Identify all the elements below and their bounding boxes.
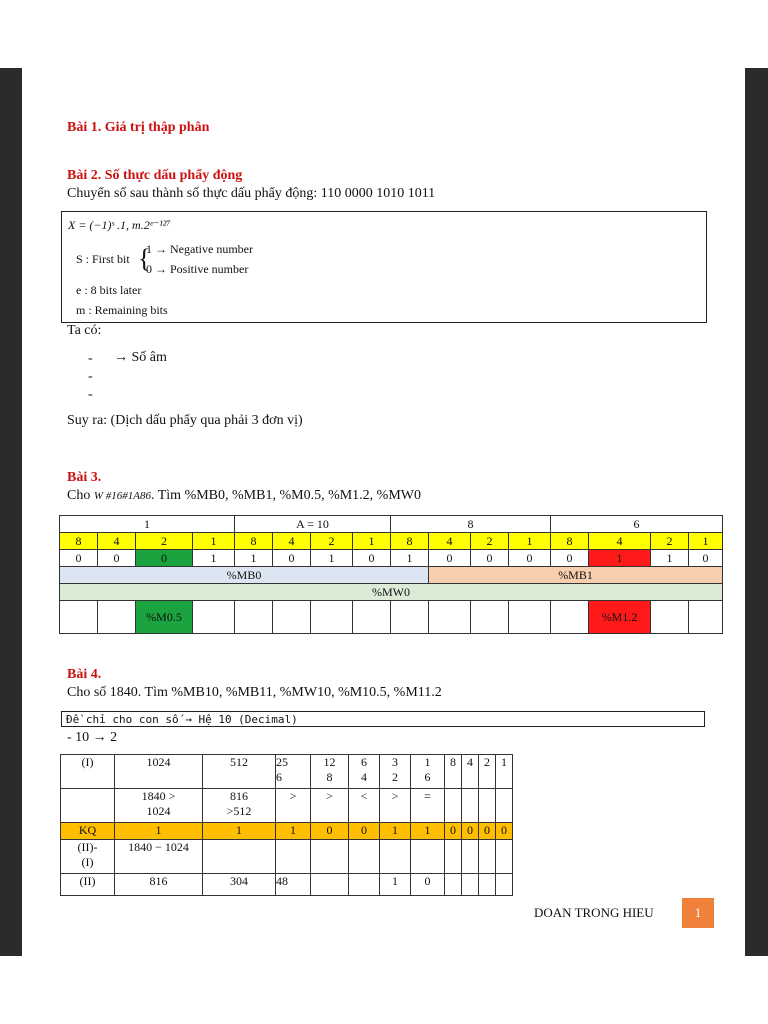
e-line: e : 8 bits later: [76, 283, 142, 297]
bai4-title: Bài 4.: [67, 667, 102, 682]
weight-cell: 2: [311, 533, 353, 550]
row-difference-cell: [496, 840, 513, 874]
weight-cell: 4: [589, 533, 651, 550]
mw-row: [60, 584, 723, 601]
hex-digit-2: A = 10: [235, 516, 391, 533]
row-kq: [61, 823, 513, 840]
bit-cell: 0: [509, 550, 551, 567]
row-difference-cell: [276, 840, 311, 874]
bullet-3: -: [88, 387, 93, 402]
empty-cell: [551, 601, 589, 634]
row-compare-cell: [61, 789, 115, 823]
row-compare: [61, 789, 513, 823]
row-powers-cell: 25 6: [276, 755, 311, 789]
weight-cell: 2: [651, 533, 689, 550]
row-kq-cell: 0: [445, 823, 462, 840]
empty-cell: [193, 601, 235, 634]
row-compare-cell: 1840 > 1024: [115, 789, 203, 823]
bai2-title: Bài 2. Số thực dấu phẩy động: [67, 168, 243, 183]
row-kq-cell: 0: [311, 823, 349, 840]
row-compare-cell: [496, 789, 513, 823]
author-name: DOAN TRONG HIEU: [534, 905, 654, 920]
row-compare-cell: 816 >512: [203, 789, 276, 823]
s-option-0: 0 → Positive number: [146, 262, 249, 276]
mb-row: [60, 567, 723, 584]
row-kq-cell: 1: [115, 823, 203, 840]
page-number: 1: [682, 898, 714, 928]
row-remainder-cell: [496, 874, 513, 896]
row-difference-cell: [349, 840, 380, 874]
hex-digit-4: 6: [551, 516, 723, 533]
row-remainder-cell: [479, 874, 496, 896]
bai4-prompt: Cho số 1840. Tìm %MB10, %MB11, %MW10, %M10.5, %M11.2: [67, 685, 442, 700]
row-compare-cell: >: [276, 789, 311, 823]
empty-cell: [273, 601, 311, 634]
bit-cell: 0: [429, 550, 471, 567]
bai3-bit-table: [59, 515, 723, 634]
empty-cell: [391, 601, 429, 634]
weight-cell: 8: [235, 533, 273, 550]
bit-row: [60, 550, 723, 567]
formula: X = (−1)ˢ .1, m.2ᵉ⁻¹²⁷: [68, 218, 171, 232]
row-compare-cell: [462, 789, 479, 823]
row-kq-cell: 0: [462, 823, 479, 840]
m05-label: %M0.5: [136, 601, 193, 634]
row-difference-cell: (II)- (I): [61, 840, 115, 874]
row-powers-cell: 8: [445, 755, 462, 789]
weight-cell: 8: [551, 533, 589, 550]
row-kq-cell: 0: [349, 823, 380, 840]
bai4-conversion: - 10 → 2: [67, 730, 118, 745]
empty-cell: [471, 601, 509, 634]
row-powers-cell: 1024: [115, 755, 203, 789]
row-kq-cell: 1: [411, 823, 445, 840]
empty-cell: [60, 601, 98, 634]
bai4-note-box: Đề chỉ cho con số → Hệ 10 (Decimal): [61, 711, 705, 727]
s-option-1: 1 → Negative number: [146, 242, 253, 256]
row-powers-cell: 3 2: [380, 755, 411, 789]
bullet-2: -: [88, 369, 93, 384]
row-remainder-cell: 0: [411, 874, 445, 896]
m-line: m : Remaining bits: [76, 303, 168, 317]
left-frame: [0, 68, 22, 956]
row-powers-cell: 512: [203, 755, 276, 789]
bit-cell: 0: [689, 550, 723, 567]
row-difference: [61, 840, 513, 874]
empty-cell: [689, 601, 723, 634]
row-powers-cell: 1: [496, 755, 513, 789]
bai3-prompt-math: W #16#1A86: [93, 490, 151, 502]
empty-cell: [509, 601, 551, 634]
weight-cell: 1: [193, 533, 235, 550]
brace-symbol: {: [138, 244, 151, 273]
row-powers-cell: 12 8: [311, 755, 349, 789]
bit-cell-m05: 0: [136, 550, 193, 567]
row-difference-cell: [445, 840, 462, 874]
empty-cell: [235, 601, 273, 634]
bit-cell-m12: 1: [589, 550, 651, 567]
bullet-1-text: → Số âm: [114, 350, 167, 365]
row-compare-cell: =: [411, 789, 445, 823]
m12-label: %M1.2: [589, 601, 651, 634]
weight-cell: 1: [353, 533, 391, 550]
s-label: S : First bit: [76, 252, 130, 266]
weight-cell: 8: [60, 533, 98, 550]
bit-cell: 0: [273, 550, 311, 567]
bai3-prompt: [67, 488, 421, 504]
weight-cell: 4: [429, 533, 471, 550]
empty-cell: [311, 601, 353, 634]
bit-cell: 1: [391, 550, 429, 567]
row-compare-cell: [479, 789, 496, 823]
bit-cell: 1: [235, 550, 273, 567]
empty-cell: [353, 601, 391, 634]
bit-cell: 0: [471, 550, 509, 567]
row-compare-cell: >: [311, 789, 349, 823]
hex-digit-3: 8: [391, 516, 551, 533]
ta-co: Ta có:: [67, 323, 102, 338]
hex-row: [60, 516, 723, 533]
row-kq-cell: 1: [203, 823, 276, 840]
row-powers-cell: 1 6: [411, 755, 445, 789]
row-difference-cell: [462, 840, 479, 874]
weight-cell: 1: [689, 533, 723, 550]
bullet-1: -: [88, 351, 93, 366]
empty-cell: [429, 601, 471, 634]
bai4-conversion-table: [60, 754, 513, 896]
row-remainder-cell: 1: [380, 874, 411, 896]
bai3-prompt-pre: Cho: [67, 488, 91, 503]
row-compare-cell: <: [349, 789, 380, 823]
bit-cell: 0: [98, 550, 136, 567]
row-compare-cell: >: [380, 789, 411, 823]
row-remainder-cell: [462, 874, 479, 896]
row-remainder: [61, 874, 513, 896]
row-kq-cell: 1: [276, 823, 311, 840]
row-difference-cell: [411, 840, 445, 874]
bai3-prompt-post: . Tìm %MB0, %MB1, %M0.5, %M1.2, %MW0: [150, 488, 422, 503]
weight-cell: 8: [391, 533, 429, 550]
row-powers-cell: 4: [462, 755, 479, 789]
right-frame: [745, 68, 768, 956]
hex-digit-1: 1: [60, 516, 235, 533]
bai2-prompt: Chuyển số sau thành số thực dấu phẩy động: 110 0000 1010 1011: [67, 186, 436, 201]
row-remainder-cell: [311, 874, 349, 896]
row-kq-cell: 0: [496, 823, 513, 840]
empty-cell: [651, 601, 689, 634]
bit-cell: 1: [651, 550, 689, 567]
row-powers-cell: 2: [479, 755, 496, 789]
row-difference-cell: [479, 840, 496, 874]
weight-cell: 2: [136, 533, 193, 550]
mb0-cell: %MB0: [60, 567, 429, 584]
weight-cell: 4: [98, 533, 136, 550]
row-powers-cell: 6 4: [349, 755, 380, 789]
row-remainder-cell: 816: [115, 874, 203, 896]
row-kq-cell: KQ: [61, 823, 115, 840]
row-kq-cell: 0: [479, 823, 496, 840]
bit-cell: 0: [353, 550, 391, 567]
row-compare-cell: [445, 789, 462, 823]
bit-cell: 1: [193, 550, 235, 567]
row-remainder-cell: [349, 874, 380, 896]
bai3-title: Bài 3.: [67, 470, 102, 485]
mw0-cell: %MW0: [60, 584, 723, 601]
weight-row: [60, 533, 723, 550]
row-remainder-cell: 48: [276, 874, 311, 896]
row-remainder-cell: [445, 874, 462, 896]
row-remainder-cell: (II): [61, 874, 115, 896]
bit-label-row: [60, 601, 723, 634]
bit-cell: 1: [311, 550, 353, 567]
row-powers-cell: (I): [61, 755, 115, 789]
suy-ra: Suy ra: (Dịch dấu phẩy qua phải 3 đơn vị): [67, 413, 303, 428]
weight-cell: 2: [471, 533, 509, 550]
row-kq-cell: 1: [380, 823, 411, 840]
weight-cell: 1: [509, 533, 551, 550]
mb1-cell: %MB1: [429, 567, 723, 584]
row-difference-cell: [203, 840, 276, 874]
row-difference-cell: [311, 840, 349, 874]
bit-cell: 0: [60, 550, 98, 567]
row-difference-cell: [380, 840, 411, 874]
bai1-title: Bài 1. Giá trị thập phân: [67, 120, 210, 135]
row-remainder-cell: 304: [203, 874, 276, 896]
empty-cell: [98, 601, 136, 634]
weight-cell: 4: [273, 533, 311, 550]
row-powers: [61, 755, 513, 789]
row-difference-cell: 1840 − 1024: [115, 840, 203, 874]
bit-cell: 0: [551, 550, 589, 567]
